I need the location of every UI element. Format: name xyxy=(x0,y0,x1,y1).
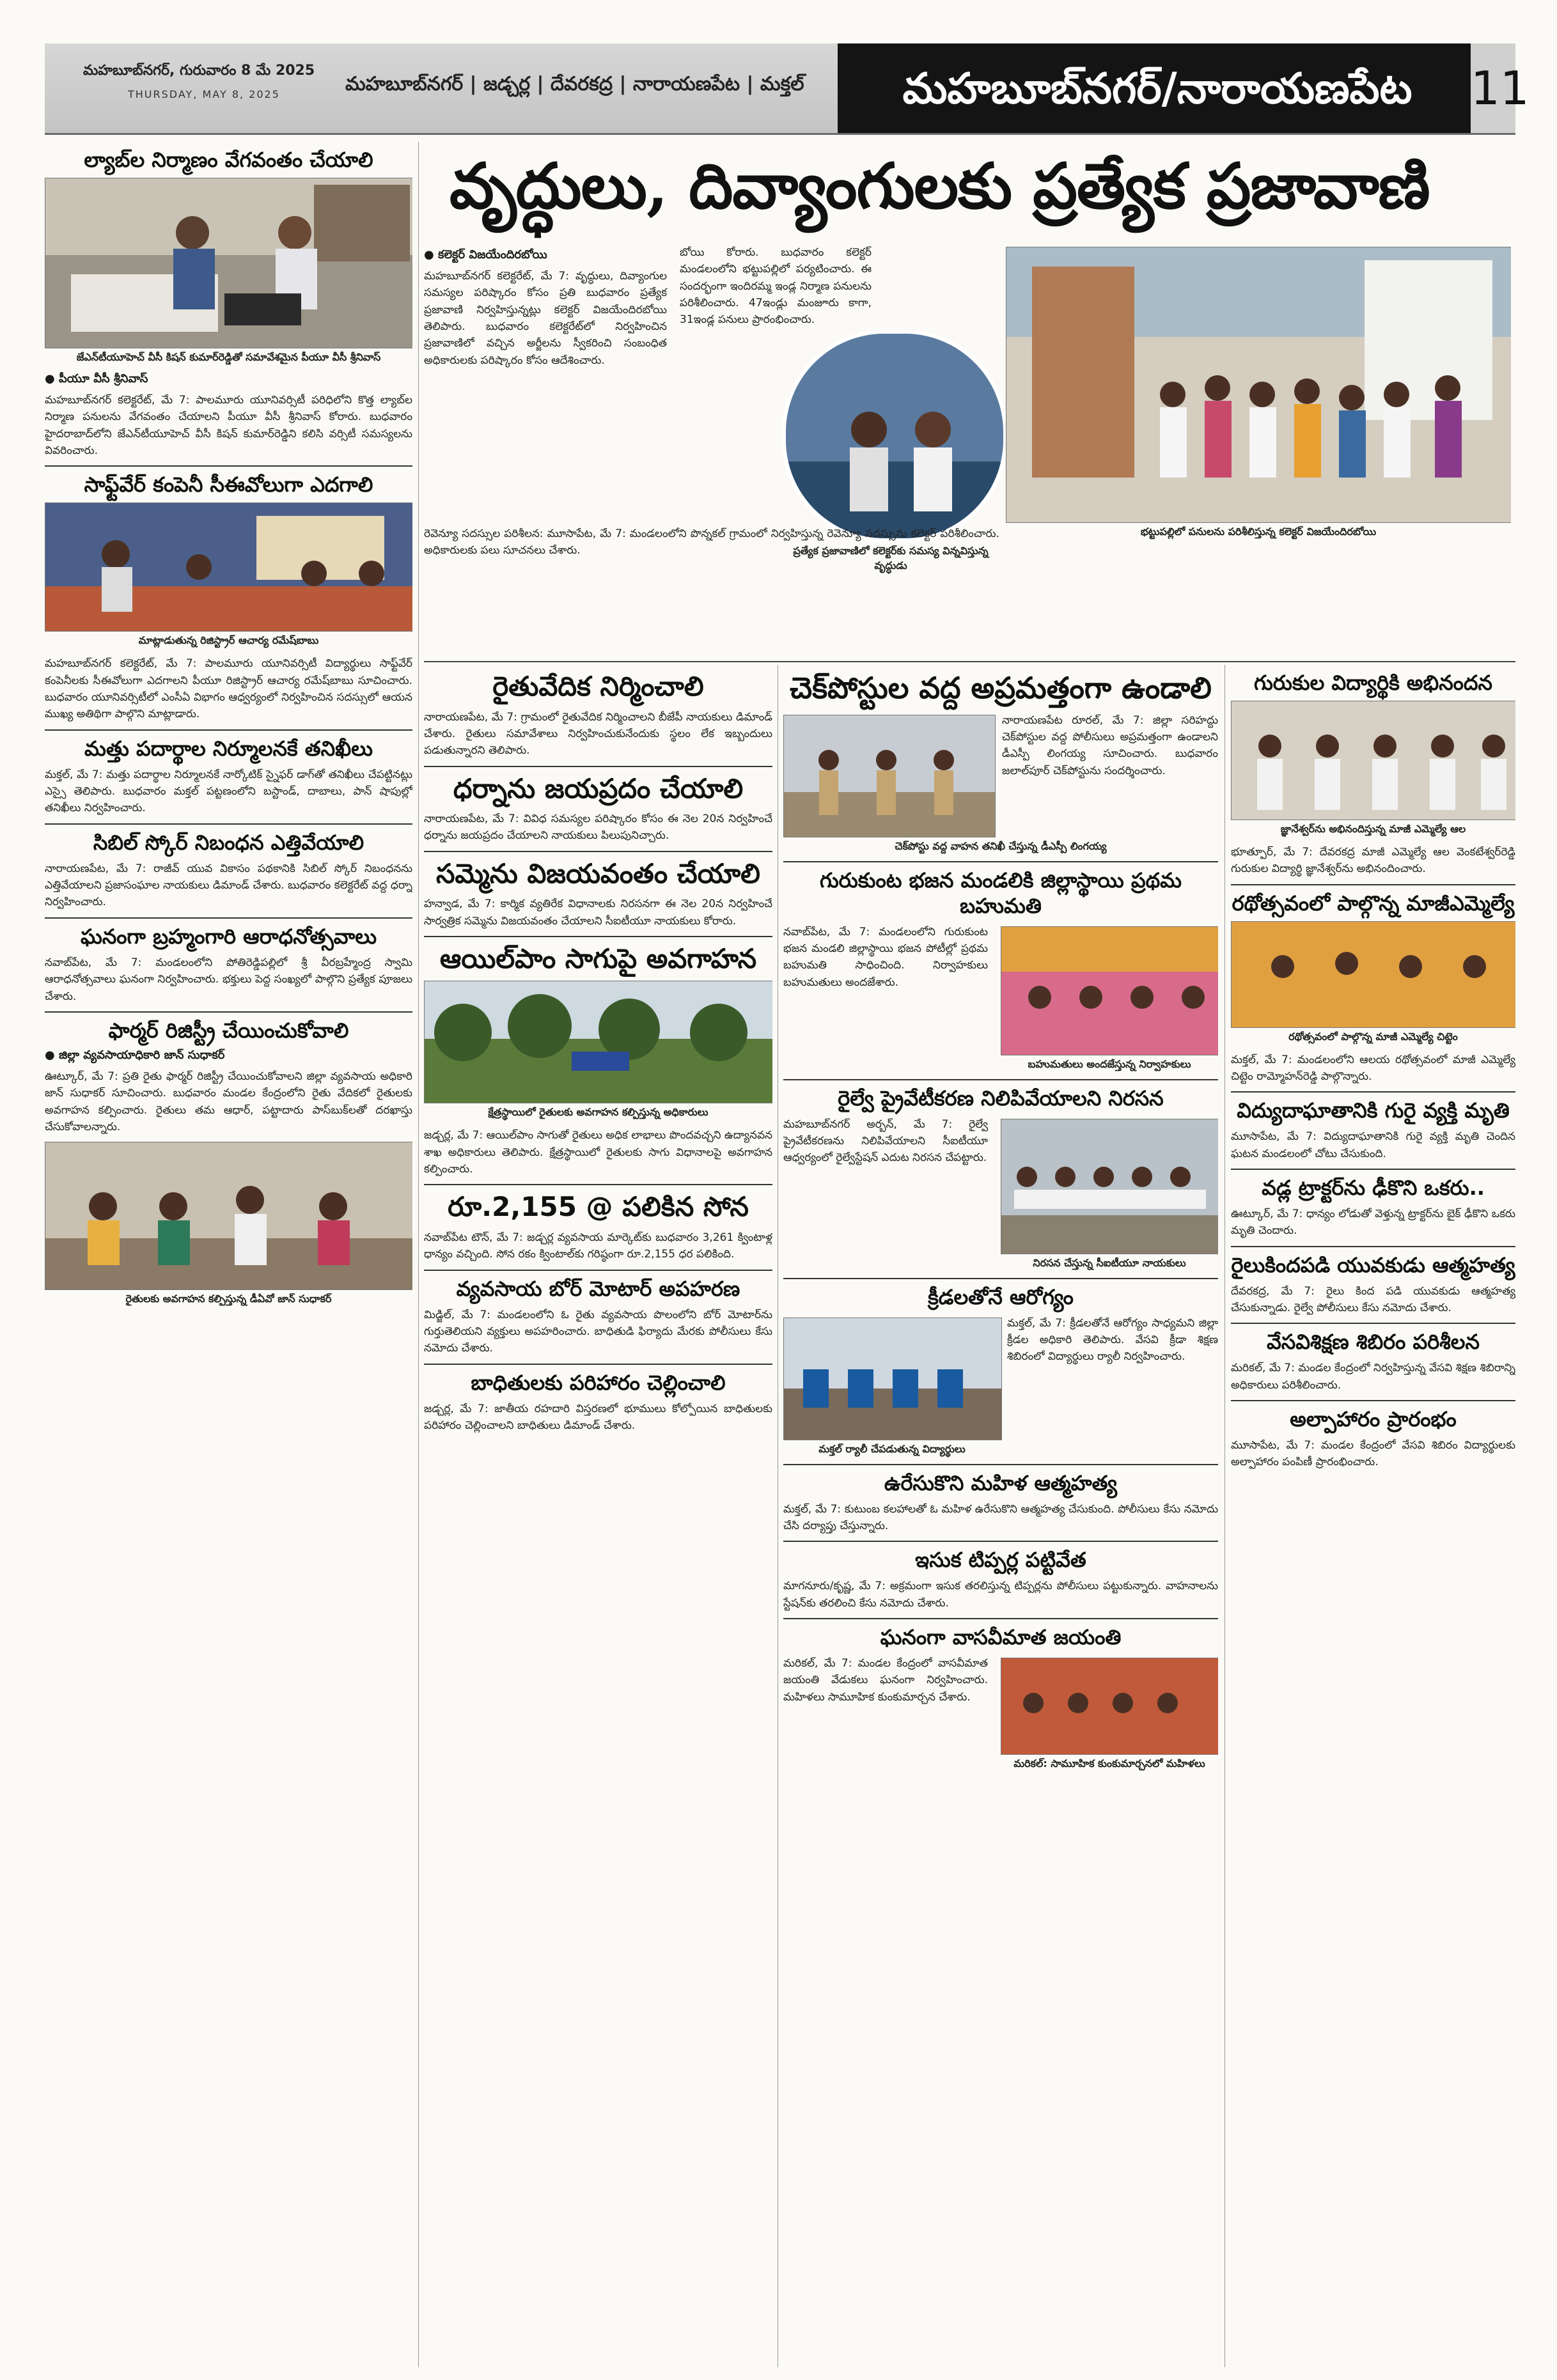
article-body: మిడ్జిల్, మే 7: మండలంలోని ఓ రైతు వ్యవసాయ పొలంలోని బోర్ మోటార్‌ను గుర్తుతెలియని వ్యక్తులు అపహరించారు. బాధితుడి ఫిర్యాదు మేరకు పోలీసులు కేసు నమోదు చేశారు. xyxy=(424,1308,772,1355)
headline-electrocution: విద్యుదాఘాతానికి గురై వ్యక్తి మృతి xyxy=(1237,1098,1510,1123)
photo-checkpost xyxy=(783,715,996,837)
date-telugu: మహబూబ్‌నగర్, గురువారం 8 మే 2025 xyxy=(83,63,315,79)
article-body: హన్వాడ, మే 7: కార్మిక వ్యతిరేక విధానాలకు నిరసనగా ఈ నెల 20న నిర్వహించే సార్వత్రిక సమ్మెను విజయవంతం చేయాలని సీఐటీయూ నాయకులు కోరారు. xyxy=(424,898,772,928)
headline-dharna: ధర్నాను జయప్రదం చేయాలి xyxy=(453,772,744,804)
divider xyxy=(783,1618,1218,1619)
headline-cibil: సిబిల్ స్కోర్ నిబంధన ఎత్తివేయాలి xyxy=(93,830,364,855)
photo-caption: భట్టుపల్లిలో పనులను పరిశీలిస్తున్న కలెక్టర్ విజయేందిరబోయి xyxy=(1140,525,1377,538)
article-body: మహబూబ్‌నగర్ అర్బన్, మే 7: రైల్వే ప్రైవేటీకరణను నిలిపివేయాలని సీఐటీయూ ఆధ్వర్యంలో రైల్వేస్టేషన్ ఎదుట నిరసన చేపట్టారు. xyxy=(783,1117,988,1165)
photo-oil-palm xyxy=(424,981,772,1103)
headline-vasavi: ఘనంగా వాసవీమాత జయంతి xyxy=(880,1624,1122,1649)
article-body: ఊట్కూర్, మే 7: ప్రతి రైతు ఫార్మర్ రిజిస్ట్రీ చేయించుకోవాలని జిల్లా వ్యవసాయ అధికారి జాన్ సుధాకర్ సూచించారు. బుధవారం మండల కేంద్రంలోని రైతు వేదికలో రైతులకు అవగాహన కల్పించారు. రైతులు తమ ఆధార్, పట్టాదారు పాస్‌బుక్‌లతో దరఖాస్తు చేసుకోవాలన్నారు. xyxy=(45,1069,412,1133)
headline-sona-price: రూ.2,155 @ పలికిన సోన xyxy=(448,1191,749,1223)
photo-felicitation xyxy=(1231,701,1515,820)
headline-brahmam: ఘనంగా బ్రహ్మంగారి ఆరాధనోత్సవాలు xyxy=(80,924,377,949)
divider xyxy=(45,1011,412,1013)
article-body: మక్తల్, మే 7: మత్తు పదార్థాల నిర్మూలనకే నార్కోటిక్ స్నైఫర్ డాగ్‌తో తనిఖీలు చేపట్టినట్లు ఎస్సై తెలిపారు. బుధవారం మక్తల్ పట్టణంలోని బస్టాండ్, దాబాలు, పాన్ షాపుల్లో తనిఖీలు నిర్వహించారు. xyxy=(45,768,412,815)
photo-seminar xyxy=(45,502,412,632)
photo-bhajan xyxy=(1001,926,1218,1055)
divider xyxy=(1231,1400,1515,1401)
headline-drug-checks: మత్తు పదార్థాల నిర్మూలనకే తనిఖీలు xyxy=(84,736,373,761)
photo-vc-meeting xyxy=(45,178,412,348)
photo-rally xyxy=(783,1318,1002,1440)
headline-checkposts: చెక్‌పోస్టుల వద్ద అప్రమత్తంగా ఉండాలి xyxy=(790,671,1212,705)
headline-compensation: బాధితులకు పరిహారం చెల్లించాలి xyxy=(471,1370,726,1395)
article-body: ఊట్కూర్, మే 7: ధాన్యం లోడుతో వెళ్తున్న ట్రాక్టర్‌ను బైక్ ఢీకొని ఒకరు మృతి చెందారు. xyxy=(1231,1208,1515,1238)
photo-caption: మాట్లాడుతున్న రిజిస్ట్రార్ ఆచార్య రమేష్‌బాబు xyxy=(138,634,319,647)
photo-rathotsavam xyxy=(1231,921,1515,1028)
headline-labs: ల్యాబ్‌ల నిర్మాణం వేగవంతం చేయాలి xyxy=(84,148,373,172)
headline-summer-camp: వేసవిశిక్షణ శిబిరం పరిశీలన xyxy=(1267,1330,1480,1355)
article-body: మాగనూరు/కృష్ణ, మే 7: అక్రమంగా ఇసుక తరలిస్తున్న టిప్పర్లను పోలీసులు పట్టుకున్నారు. వాహనాలను స్టేషన్‌కు తరలించి కేసు నమోదు చేశారు. xyxy=(783,1580,1218,1610)
headline-strike: సమ్మెను విజయవంతం చేయాలి xyxy=(436,857,760,889)
divider xyxy=(783,861,1218,862)
photo-railway-protest xyxy=(1001,1119,1218,1254)
lead-headline: వృద్ధులు, దివ్యాంగులకు ప్రత్యేక ప్రజావాణి xyxy=(450,150,1430,223)
photo-vasavi xyxy=(1001,1658,1218,1755)
column-left xyxy=(45,142,412,2367)
article-body: మూసాపేట, మే 7: విద్యుదాఘాతానికి గురై వ్యక్తి మృతి చెందిన ఘటన మండలంలో చోటు చేసుకుంది. xyxy=(1231,1130,1515,1160)
headline-bore-motor: వ్యవసాయ బోర్ మోటార్ అపహరణ xyxy=(456,1276,740,1301)
divider xyxy=(424,766,772,767)
photo-caption: జేఎన్‌టీయూహెచ్ వీసీ కిషన్ కుమార్‌రెడ్డితో సమావేశమైన పీయూ వీసీ శ్రీనివాస్ xyxy=(76,351,381,363)
photo-caption: రైతులకు అవగాహన కల్పిస్తున్న డీఏవో జాన్ సుధాకర్ xyxy=(125,1293,332,1305)
article-body: నారాయణపేట రూరల్, మే 7: జిల్లా సరిహద్దు చెక్‌పోస్టుల వద్ద పోలీసులు అప్రమత్తంగా ఉండాలని డీఎస్పీ లింగయ్య సూచించారు. బుధవారం జలాల్‌పూర్ చెక్‌పోస్టును సందర్శించారు. xyxy=(1002,713,1218,777)
column-center-left xyxy=(424,665,772,2367)
section-banner: మహబూబ్‌నగర్/నారాయణపేట xyxy=(838,43,1477,133)
divider xyxy=(45,729,412,731)
headline-rathotsavam: రథోత్సవంలో పాల్గొన్న మాజీఎమ్మెల్యే xyxy=(1232,891,1515,915)
divider xyxy=(45,823,412,825)
column-divider xyxy=(1224,665,1225,2367)
divider xyxy=(783,1079,1218,1080)
divider xyxy=(1231,884,1515,885)
article-body: మరికల్, మే 7: మండల కేంద్రంలో నిర్వహిస్తున్న వేసవి శిక్షణ శిబిరాన్ని అధికారులు పరిశీలించారు. xyxy=(1231,1362,1515,1392)
photo-caption: ప్రత్యేక ప్రజావాణిలో కలెక్టర్‌కు సమస్య విన్నవిస్తున్న వృద్ధుడు xyxy=(793,545,989,572)
byline: ● కలెక్టర్ విజయేందిరబోయి xyxy=(424,248,547,261)
photo-site-visit xyxy=(1006,247,1511,523)
article-body: నారాయణపేట, మే 7: వివిధ సమస్యల పరిష్కారం కోసం ఈ నెల 20న నిర్వహించే ధర్నాను జయప్రదం చేయాలని నాయకులు పిలుపునిచ్చారు. xyxy=(424,813,772,843)
divider xyxy=(783,1278,1218,1279)
divider xyxy=(1231,1323,1515,1324)
article-body: దేవరకద్ర, మే 7: రైలు కింద పడి యువకుడు ఆత్మహత్య చేసుకున్నాడు. రైల్వే పోలీసులు కేసు నమోదు చేశారు. xyxy=(1231,1284,1515,1315)
article-body: రెవెన్యూ సదస్సుల పరిశీలన: మూసాపేట, మే 7: మండలంలోని పొన్నకల్ గ్రామంలో నిర్వహిస్తున్న రెవెన్యూ సదస్సును కలెక్టర్ పరిశీలించారు. అధికారులకు పలు సూచనలు చేశారు. xyxy=(424,527,999,557)
masthead xyxy=(45,43,1530,135)
photo-caption: క్షేత్రస్థాయిలో రైతులకు అవగాహన కల్పిస్తున్న అధికారులు xyxy=(488,1106,708,1119)
divider xyxy=(1231,1246,1515,1247)
divider xyxy=(45,465,412,467)
headline-sand-tippers: ఇసుక టిప్పర్ల పట్టివేత xyxy=(915,1548,1086,1573)
headline-oil-palm: ఆయిల్‌పాం సాగుపై అవగాహన xyxy=(439,942,757,974)
byline: ● జిల్లా వ్యవసాయాధికారి జాన్ సుధాకర్ xyxy=(45,1048,225,1062)
divider xyxy=(1231,1091,1515,1093)
photo-caption: చెక్‌పోస్టు వద్ద వాహన తనిఖీ చేస్తున్న డీఎస్పీ లింగయ్య xyxy=(895,839,1107,852)
column-divider xyxy=(418,142,419,2367)
article-body: జడ్చర్ల, మే 7: జాతీయ రహదారి విస్తరణలో భూములు కోల్పోయిన బాధితులకు పరిహారం చెల్లించాలని బాధితులు డిమాండ్ చేశారు. xyxy=(424,1402,772,1432)
photo-farmers xyxy=(45,1142,412,1290)
headline-software-ceo: సాఫ్ట్‌వేర్ కంపెనీ సీఈవోలుగా ఎదగాలి xyxy=(84,472,373,497)
divider xyxy=(1231,1169,1515,1170)
article-body: నవాబ్‌పేట, మే 7: మండలంలోని గురుకుంట భజన మండలి జిల్లాస్థాయి భజన పోటీల్లో ప్రథమ బహుమతి సాధించింది. నిర్వాహకులు బహుమతులు అందజేశారు. xyxy=(783,925,988,989)
article-body: మక్తల్, మే 7: కుటుంబ కలహాలతో ఓ మహిళ ఉరేసుకొని ఆత్మహత్య చేసుకుంది. పోలీసులు కేసు నమోదు చేసి దర్యాప్తు చేస్తున్నారు. xyxy=(783,1502,1218,1532)
article-body: నవాబ్‌పేట టౌన్, మే 7: జడ్చర్ల వ్యవసాయ మార్కెట్‌కు బుధవారం 3,261 క్వింటాళ్ల ధాన్యం వచ్చింది. సోన రకం క్వింటాల్‌కు గరిష్ఠంగా రూ.2,155 ధర పలికింది. xyxy=(424,1231,772,1261)
lead-story xyxy=(424,142,1511,666)
article-body: మక్తల్, మే 7: మండలంలోని ఆలయ రథోత్సవంలో మాజీ ఎమ్మెల్యే చిట్టెం రామ్మోహన్‌రెడ్డి పాల్గొన్నారు. xyxy=(1231,1053,1515,1084)
headline-bhajan: గురుకుంట భజన మండలికి జిల్లాస్థాయి ప్రథమ బహుమతి xyxy=(819,867,1182,918)
headline-rythu-vedika: రైతువేదిక నిర్మించాలి xyxy=(492,671,704,702)
divider xyxy=(45,917,412,919)
divider xyxy=(783,1541,1218,1542)
article-body: మహబూబ్‌నగర్ కలెక్టరేట్, మే 7: పాలమూరు యూనివర్సిటీ పరిధిలోని కొత్త ల్యాబ్‌ల నిర్మాణ పనులను వేగవంతం చేయాలని పీయూ వీసీ శ్రీనివాస్ కోరారు. బుధవారం హైదరాబాద్‌లోని జేఎన్‌టీయూహెచ్ వీసీ కిషన్ కుమార్‌రెడ్డిని కలిసి వర్సిటీ సమస్యలను వివరించారు. xyxy=(45,394,412,458)
divider xyxy=(424,851,772,852)
photo-caption: బహుమతులు అందజేస్తున్న నిర్వాహకులు xyxy=(1028,1057,1191,1070)
article-body: మూసాపేట, మే 7: మండల కేంద్రంలో వేసవి శిబిరం విద్యార్థులకు అల్పాహారం పంపిణీ ప్రారంభించారు. xyxy=(1231,1439,1515,1469)
headline-farmer-registry: ఫార్మర్ రిజిస్ట్రీ చేయించుకోవాలి xyxy=(108,1018,349,1043)
article-body: మహబూబ్‌నగర్ కలెక్టరేట్, మే 7: పాలమూరు యూనివర్సిటీ విద్యార్థులు సాఫ్ట్‌వేర్ కంపెనీలకు సీఈవోలుగా ఎదగాలని పీయూ రిజిస్ట్రార్ ఆచార్య రమేష్‌బాబు సూచించారు. బుధవారం యూనివర్సిటీలో ఎంసీఏ విభాగం ఆధ్వర్యంలో నిర్వహించిన సదస్సులో ఆయన ముఖ్య అతిథిగా పాల్గొని మాట్లాడారు. xyxy=(45,657,412,721)
headline-railway: రైల్వే ప్రైవేటీకరణ నిలిపివేయాలని నిరసన xyxy=(838,1085,1164,1110)
article-body: నారాయణపేట, మే 7: రాజీవ్ యువ వికాసం పథకానికి సిబిల్ స్కోర్ నిబంధనను ఎత్తివేయాలని ప్రజాసంఘాల నాయకులు డిమాండ్ చేశారు. బుధవారం కలెక్టరేట్ వద్ద ధర్నా నిర్వహించారు. xyxy=(45,862,412,909)
date-english: THURSDAY, MAY 8, 2025 xyxy=(128,88,280,100)
article-body: మహబూబ్‌నగర్ కలెక్టరేట్, మే 7: వృద్ధులు, దివ్యాంగుల సమస్యల పరిష్కారం కోసం ప్రతి బుధవారం ప్రత్యేక ప్రజావాణి నిర్వహిస్తున్నట్లు కలెక్టర్ విజయేందిరబోయి తెలిపారు. బుధవారం కలెక్టరేట్‌లో నిర్వహించిన ప్రజావాణిలో వచ్చిన అర్జీలను స్వీకరించి సంబంధిత అధికారులకు పరిష్కారం కోసం ఆదేశించారు. xyxy=(424,270,667,367)
photo-caption: నిరసన చేస్తున్న సీఐటీయూ నాయకులు xyxy=(1033,1256,1186,1269)
article-body: మక్తల్, మే 7: క్రీడలతోనే ఆరోగ్యం సాధ్యమని జిల్లా క్రీడల అధికారి తెలిపారు. వేసవి క్రీడా శిక్షణ శిబిరంలో విద్యార్థులు ర్యాలీ నిర్వహించారు. xyxy=(1007,1316,1218,1364)
divider xyxy=(424,1364,772,1365)
article-body: బోయి కోరారు. బుధవారం కలెక్టర్ మండలంలోని భట్టుపల్లిలో పర్యటించారు. ఈ సందర్భంగా ఇందిరమ్మ ఇండ్ల నిర్మాణ పనులను పరిశీలించారు. 47ఇండ్లు మంజూరు కాగా, 31ఇండ్ల పనులు ప్రారంభించారు. xyxy=(680,246,872,327)
headline-train-suicide: రైలుకిందపడి యువకుడు ఆత్మహత్య xyxy=(1231,1252,1515,1277)
photo-caption: జ్ఞానేశ్వర్‌ను అభినందిస్తున్న మాజీ ఎమ్మెల్యే ఆల xyxy=(1280,823,1466,835)
column-right xyxy=(1231,665,1515,2367)
headline-sports: క్రీడలతోనే ఆరోగ్యం xyxy=(928,1284,1074,1309)
column-center-right xyxy=(783,665,1218,2367)
divider xyxy=(424,936,772,937)
byline: ● పీయూ వీసీ శ్రీనివాస్ xyxy=(45,372,148,385)
edition-cities: మహబూబ్‌నగర్ | జడ్చర్ల | దేవరకద్ర | నారాయణపేట | మక్తల్ xyxy=(345,73,804,95)
photo-caption: మరికల్: సామూహిక కుంకుమార్చనలో మహిళలు xyxy=(1013,1757,1205,1769)
article-body: నారాయణపేట, మే 7: గ్రామంలో రైతువేదిక నిర్మించాలని బీజేపీ నాయకులు డిమాండ్ చేశారు. రైతులు సమావేశాలు నిర్వహించుకునేందుకు స్థలం లేక ఇబ్బందులు పడుతున్నారని తెలిపారు. xyxy=(424,710,772,758)
photo-caption: రథోత్సవంలో పాల్గొన్న మాజీ ఎమ్మెల్యే చిట్టెం xyxy=(1288,1030,1458,1043)
headline-tractor-accident: వడ్ల ట్రాక్టర్‌ను ఢీకొని ఒకరు.. xyxy=(1262,1176,1485,1201)
article-body: మరికల్, మే 7: మండల కేంద్రంలో వాసవీమాత జయంతి వేడుకలు ఘనంగా నిర్వహించారు. మహిళలు సామూహిక కుంకుమార్చన చేశారు. xyxy=(783,1656,988,1704)
divider xyxy=(424,1270,772,1271)
photo-prajavani xyxy=(782,330,1007,542)
page-number: 11 xyxy=(1471,43,1515,133)
article-body: జడ్చర్ల, మే 7: ఆయిల్‌పాం సాగుతో రైతులు అధిక లాభాలు పొందవచ్చని ఉద్యానవన శాఖ అధికారులు తెలిపారు. క్షేత్రస్థాయిలో రైతులకు సాగు విధానాలపై అవగాహన కల్పించారు. xyxy=(424,1129,772,1176)
article-body: నవాబ్‌పేట, మే 7: మండలంలోని పోతిరెడ్డిపల్లిలో శ్రీ వీరబ్రహ్మేంద్ర స్వామి ఆరాధనోత్సవాలు ఘనంగా నిర్వహించారు. భక్తులు పెద్ద సంఖ్యలో పాల్గొని ప్రత్యేక పూజలు చేశారు. xyxy=(45,956,412,1003)
headline-suicide: ఉరేసుకొని మహిళ ఆత్మహత్య xyxy=(884,1470,1118,1495)
article-body: భూత్పూర్, మే 7: దేవరకద్ర మాజీ ఎమ్మెల్యే ఆల వెంకటేశ్వర్‌రెడ్డి గురుకుల విద్యార్థి జ్ఞానేశ్వర్‌ను అభినందించారు. xyxy=(1231,846,1515,876)
photo-caption: మక్తల్ ర్యాలీ చేపడుతున్న విద్యార్థులు xyxy=(818,1442,966,1455)
divider xyxy=(424,1184,772,1185)
divider xyxy=(783,1464,1218,1465)
headline-gurukul-student: గురుకుల విద్యార్థికి అభినందన xyxy=(1254,671,1492,695)
headline-breakfast: అల్పాహారం ప్రారంభం xyxy=(1290,1407,1457,1432)
